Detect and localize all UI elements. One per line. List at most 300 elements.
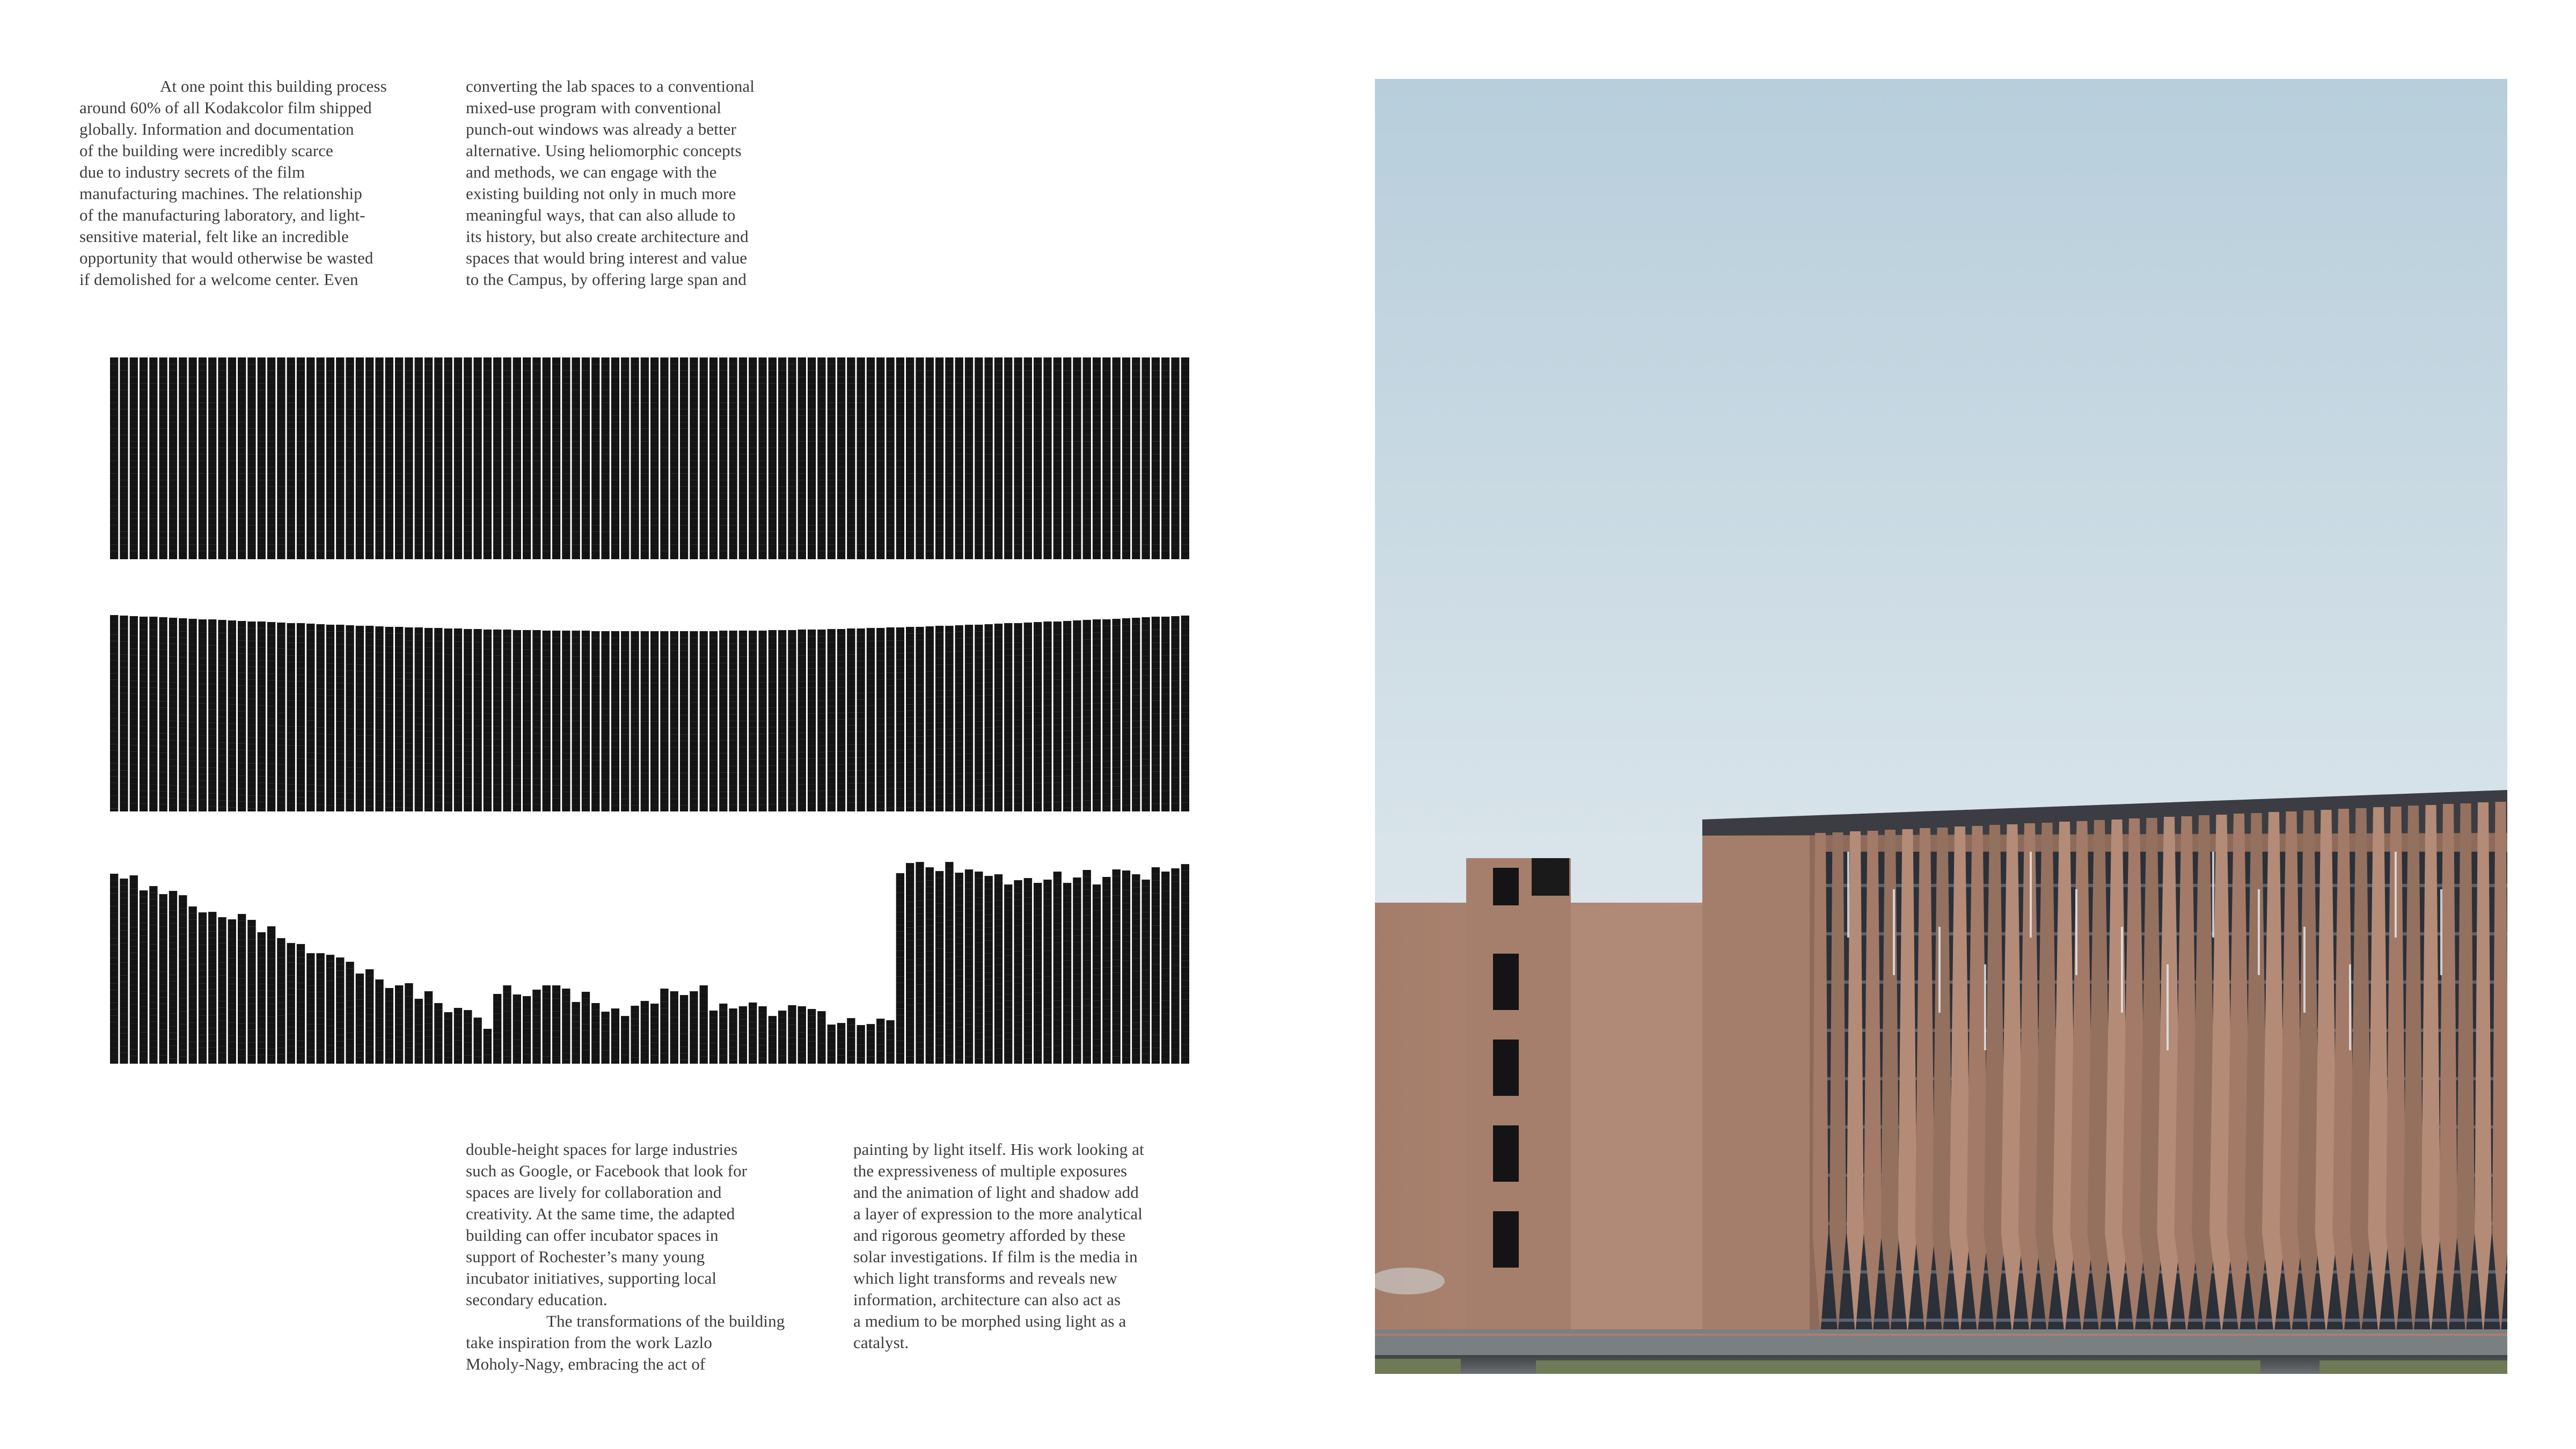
strip-column bbox=[1161, 617, 1169, 811]
strip-column bbox=[385, 357, 393, 559]
strip-column bbox=[739, 631, 747, 811]
strip-column bbox=[1171, 357, 1179, 559]
text-line: spaces that would bring interest and value bbox=[466, 248, 748, 267]
strip-column bbox=[385, 627, 393, 811]
text-line: solar investigations. If film is the media in bbox=[853, 1247, 1138, 1266]
strip-column bbox=[493, 357, 501, 559]
strip-column bbox=[1113, 357, 1121, 559]
strip-column bbox=[395, 627, 403, 811]
text-line: of the building were incredibly scarce bbox=[79, 141, 333, 160]
strip-column bbox=[582, 357, 590, 559]
strip-column bbox=[876, 628, 884, 811]
strip-column bbox=[1083, 870, 1091, 1064]
strip-column bbox=[346, 962, 354, 1064]
strip-column bbox=[277, 357, 285, 559]
strip-column bbox=[1113, 619, 1121, 811]
strip-column bbox=[1122, 870, 1130, 1064]
text-line: The transformations of the building bbox=[546, 1312, 785, 1330]
strip-column bbox=[945, 626, 953, 811]
strip-column bbox=[1073, 877, 1081, 1064]
text-line: incubator initiatives, supporting local bbox=[466, 1269, 717, 1287]
strip-column bbox=[769, 630, 777, 811]
strip-column bbox=[444, 628, 452, 811]
strip-column bbox=[876, 357, 884, 559]
strip-column bbox=[336, 357, 344, 559]
strip-column bbox=[611, 1008, 619, 1064]
strip-column bbox=[837, 1023, 845, 1064]
strip-column bbox=[356, 974, 364, 1064]
strip-column bbox=[1053, 357, 1062, 559]
strip-column bbox=[415, 999, 423, 1064]
strip-column bbox=[749, 631, 757, 811]
strip-column bbox=[425, 357, 433, 559]
strip-column bbox=[1024, 623, 1032, 811]
strip-column bbox=[1152, 357, 1160, 559]
strip-column bbox=[336, 957, 344, 1064]
solar-study-strip-3 bbox=[109, 862, 1190, 1064]
strip-column bbox=[247, 357, 255, 559]
text-line: sensitive material, felt like an incredible bbox=[79, 227, 349, 246]
strip-column bbox=[798, 357, 806, 559]
strip-column bbox=[1102, 357, 1110, 559]
strip-column bbox=[199, 619, 207, 811]
strip-column bbox=[935, 626, 943, 811]
strip-column bbox=[709, 631, 718, 811]
strip-column bbox=[817, 1011, 825, 1064]
strip-column bbox=[326, 955, 334, 1064]
strip-column bbox=[611, 357, 619, 559]
strip-column bbox=[375, 626, 383, 811]
strip-column bbox=[365, 357, 374, 559]
solar-study-strip-2 bbox=[109, 610, 1190, 811]
strip-column bbox=[1141, 880, 1150, 1064]
window bbox=[1493, 868, 1519, 905]
text-line: and the animation of light and shadow add bbox=[853, 1183, 1139, 1202]
strip-column bbox=[1132, 357, 1140, 559]
strip-column bbox=[523, 630, 531, 811]
strip-column bbox=[356, 626, 364, 811]
strip-column bbox=[120, 357, 128, 559]
strip-column bbox=[484, 357, 492, 559]
strip-column bbox=[110, 615, 118, 811]
strip-column bbox=[395, 985, 403, 1064]
strip-column bbox=[415, 357, 423, 559]
strip-column bbox=[896, 873, 904, 1064]
strip-column bbox=[808, 630, 816, 811]
strip-column bbox=[975, 625, 983, 811]
strip-column bbox=[454, 628, 462, 811]
strip-column bbox=[1093, 357, 1101, 559]
strip-column bbox=[631, 631, 639, 811]
strip-column bbox=[543, 985, 551, 1064]
strip-column bbox=[247, 920, 255, 1064]
strip-column bbox=[149, 886, 157, 1064]
strip-column bbox=[926, 867, 934, 1064]
strip-column bbox=[916, 862, 924, 1064]
strip-column bbox=[808, 1009, 816, 1064]
strip-column bbox=[1113, 869, 1121, 1064]
strip-column bbox=[867, 1024, 875, 1064]
strip-column bbox=[434, 628, 442, 811]
strip-column bbox=[650, 1004, 658, 1064]
strip-column bbox=[532, 357, 540, 559]
solar-study-strip-1 bbox=[109, 357, 1190, 559]
strip-column bbox=[130, 357, 138, 559]
text-line: take inspiration from the work Lazlo bbox=[466, 1333, 712, 1352]
text-line: building can offer incubator spaces in bbox=[466, 1226, 719, 1245]
strip-column bbox=[788, 357, 796, 559]
text-line: around 60% of all Kodakcolor film shipped bbox=[79, 98, 372, 117]
strip-column bbox=[1043, 357, 1051, 559]
strip-column bbox=[847, 628, 855, 811]
strip-column bbox=[375, 979, 383, 1064]
strip-column bbox=[297, 357, 305, 559]
strip-column bbox=[1161, 357, 1169, 559]
strip-column bbox=[1063, 883, 1071, 1064]
strip-column bbox=[188, 357, 196, 559]
strip-column bbox=[258, 932, 266, 1064]
text-line: punch-out windows was already a better bbox=[466, 120, 736, 138]
strip-column bbox=[1083, 620, 1091, 811]
strip-column bbox=[444, 357, 452, 559]
strip-column bbox=[847, 357, 855, 559]
strip-column bbox=[857, 1025, 865, 1064]
strip-column bbox=[346, 625, 354, 811]
strip-column bbox=[169, 357, 177, 559]
text-column-2 bbox=[466, 76, 831, 290]
text-line: existing building not only in much more bbox=[466, 184, 736, 203]
strip-column bbox=[945, 357, 953, 559]
strip-column bbox=[188, 906, 196, 1064]
strip-column bbox=[837, 357, 845, 559]
strip-column bbox=[828, 1024, 836, 1064]
strip-column bbox=[1034, 883, 1042, 1064]
strip-column bbox=[513, 994, 521, 1064]
strip-column bbox=[454, 1008, 462, 1064]
text-line: double-height spaces for large industries bbox=[466, 1140, 738, 1159]
strip-column bbox=[405, 627, 413, 811]
strip-column bbox=[808, 357, 816, 559]
strip-column bbox=[700, 357, 708, 559]
text-line: Moholy-Nagy, embracing the act of bbox=[466, 1355, 706, 1373]
strip-column bbox=[994, 624, 1002, 811]
strip-column bbox=[464, 629, 472, 811]
text-line: globally. Information and documentation bbox=[79, 120, 354, 138]
strip-column bbox=[621, 357, 629, 559]
strip-column bbox=[847, 1018, 855, 1064]
strip-column bbox=[1102, 619, 1110, 811]
strip-column bbox=[120, 879, 128, 1064]
strip-column bbox=[975, 872, 983, 1064]
window bbox=[1493, 1211, 1519, 1268]
strip-column bbox=[749, 357, 757, 559]
strip-column bbox=[749, 1002, 757, 1064]
strip-column bbox=[218, 917, 226, 1064]
strip-column bbox=[1122, 357, 1130, 559]
strip-column bbox=[837, 629, 845, 811]
text-line: information, architecture can also act as bbox=[853, 1290, 1121, 1309]
strip-column bbox=[778, 1011, 786, 1064]
strip-column bbox=[532, 630, 540, 811]
text-line: meaningful ways, that can also allude to bbox=[466, 206, 736, 224]
strip-column bbox=[601, 357, 609, 559]
strip-column bbox=[965, 357, 973, 559]
strip-column bbox=[228, 620, 236, 811]
strip-column bbox=[1004, 623, 1012, 811]
strip-column bbox=[179, 357, 187, 559]
strip-column bbox=[375, 357, 383, 559]
strip-column bbox=[346, 357, 354, 559]
strip-column bbox=[287, 357, 295, 559]
strip-column bbox=[739, 1006, 747, 1064]
strip-column bbox=[994, 874, 1002, 1064]
strip-column bbox=[876, 1019, 884, 1064]
text-line: spaces are lively for collaboration and bbox=[466, 1183, 722, 1202]
strip-column bbox=[1132, 874, 1140, 1064]
strip-column bbox=[493, 630, 501, 811]
strip-column bbox=[758, 357, 766, 559]
strip-column bbox=[1024, 878, 1032, 1064]
facade-fin bbox=[1812, 833, 1828, 1335]
strip-column bbox=[552, 985, 560, 1064]
strip-column bbox=[1073, 357, 1081, 559]
strip-column bbox=[199, 357, 207, 559]
strip-column bbox=[680, 631, 688, 811]
strip-column bbox=[179, 618, 187, 811]
strip-column bbox=[985, 876, 993, 1064]
strip-column bbox=[886, 627, 894, 811]
strip-column bbox=[208, 619, 216, 811]
strip-column bbox=[857, 628, 865, 811]
strip-column bbox=[1053, 621, 1062, 811]
strip-column bbox=[503, 357, 511, 559]
strip-column bbox=[985, 357, 993, 559]
strip-column bbox=[1053, 872, 1062, 1064]
strip-column bbox=[130, 616, 138, 811]
strip-column bbox=[159, 357, 167, 559]
strip-column bbox=[169, 891, 177, 1064]
strip-column bbox=[945, 862, 953, 1064]
strip-column bbox=[277, 938, 285, 1064]
strip-column bbox=[778, 357, 786, 559]
strip-column bbox=[326, 357, 334, 559]
text-line: manufacturing machines. The relationship bbox=[79, 184, 362, 203]
text-line: such as Google, or Facebook that look for bbox=[466, 1161, 748, 1180]
strip-column bbox=[287, 623, 295, 811]
strip-column bbox=[601, 1012, 609, 1064]
strip-column bbox=[1014, 880, 1022, 1064]
strip-column bbox=[267, 926, 275, 1064]
strip-column bbox=[935, 871, 943, 1064]
strip-column bbox=[828, 357, 836, 559]
text-line: secondary education. bbox=[466, 1290, 608, 1309]
strip-column bbox=[208, 357, 216, 559]
strip-column bbox=[582, 631, 590, 811]
strip-column bbox=[258, 357, 266, 559]
strip-column bbox=[306, 953, 314, 1064]
strip-column bbox=[287, 943, 295, 1064]
strip-column bbox=[140, 357, 148, 559]
strip-column bbox=[769, 357, 777, 559]
strip-column bbox=[955, 873, 963, 1064]
strip-column bbox=[621, 631, 629, 811]
strip-column bbox=[336, 625, 344, 811]
strip-column bbox=[778, 630, 786, 811]
strip-column bbox=[896, 357, 904, 559]
strip-column bbox=[1171, 868, 1179, 1064]
strip-column bbox=[631, 1006, 639, 1064]
text-column-1 bbox=[79, 76, 444, 290]
text-column-3 bbox=[466, 1139, 831, 1375]
text-line: creativity. At the same time, the adapted bbox=[466, 1204, 735, 1223]
strip-column bbox=[758, 1006, 766, 1064]
strip-column bbox=[896, 627, 904, 811]
strip-column bbox=[228, 919, 236, 1064]
strip-column bbox=[258, 621, 266, 811]
strip-column bbox=[238, 357, 246, 559]
strip-column bbox=[532, 990, 540, 1064]
strip-column bbox=[709, 1011, 718, 1064]
strip-column bbox=[670, 357, 678, 559]
window bbox=[1493, 954, 1519, 1010]
strip-column bbox=[1093, 619, 1101, 811]
strip-column bbox=[306, 624, 314, 811]
strip-column bbox=[356, 357, 364, 559]
window bbox=[1493, 1040, 1519, 1096]
strip-column bbox=[857, 357, 865, 559]
strip-column bbox=[1004, 357, 1012, 559]
strip-column bbox=[297, 623, 305, 811]
strip-column bbox=[1014, 623, 1022, 811]
text-line: its history, but also create architecture and bbox=[466, 227, 749, 246]
strip-column bbox=[434, 1003, 442, 1064]
strip-column bbox=[415, 627, 423, 811]
strip-column bbox=[523, 357, 531, 559]
strip-column bbox=[1063, 357, 1071, 559]
strip-column bbox=[228, 357, 236, 559]
strip-column bbox=[473, 1018, 481, 1064]
strip-column bbox=[385, 988, 393, 1064]
strip-column bbox=[1014, 357, 1022, 559]
strip-column bbox=[1004, 884, 1012, 1064]
strip-column bbox=[700, 985, 708, 1064]
text-line: and rigorous geometry afforded by these bbox=[853, 1226, 1125, 1245]
strip-column bbox=[700, 631, 708, 811]
strip-column bbox=[1141, 617, 1150, 811]
strip-column bbox=[473, 357, 481, 559]
strip-column bbox=[817, 357, 825, 559]
strip-column bbox=[572, 357, 580, 559]
strip-column bbox=[306, 357, 314, 559]
strip-column bbox=[719, 357, 727, 559]
strip-column bbox=[1093, 884, 1101, 1064]
strip-column bbox=[1181, 357, 1189, 559]
strip-column bbox=[788, 1005, 796, 1064]
strip-column bbox=[316, 357, 324, 559]
strip-column bbox=[906, 627, 914, 811]
strip-column bbox=[503, 985, 511, 1064]
text-line: to the Campus, by offering large span and bbox=[466, 270, 747, 289]
strip-column bbox=[886, 357, 894, 559]
strip-column bbox=[975, 357, 983, 559]
strip-column bbox=[591, 1003, 599, 1064]
strip-column bbox=[591, 357, 599, 559]
strip-column bbox=[729, 631, 737, 811]
text-line: of the manufacturing laboratory, and light- bbox=[79, 206, 365, 224]
strip-column bbox=[238, 914, 246, 1064]
strip-column bbox=[709, 357, 718, 559]
strip-column bbox=[867, 628, 875, 811]
strip-column bbox=[621, 1016, 629, 1064]
strip-column bbox=[523, 996, 531, 1064]
strip-column bbox=[719, 1004, 727, 1064]
strip-column bbox=[110, 357, 118, 559]
strip-column bbox=[739, 357, 747, 559]
strip-column bbox=[601, 631, 609, 811]
strip-column bbox=[484, 630, 492, 811]
text-line: a medium to be morphed using light as a bbox=[853, 1312, 1126, 1330]
strip-column bbox=[140, 890, 148, 1064]
strip-column bbox=[955, 625, 963, 811]
strip-column bbox=[955, 357, 963, 559]
strip-column bbox=[572, 631, 580, 811]
text-line: mixed-use program with conventional bbox=[466, 98, 722, 117]
strip-column bbox=[1063, 621, 1071, 811]
grass bbox=[1375, 1359, 1461, 1374]
strip-column bbox=[405, 983, 413, 1064]
strip-column bbox=[582, 992, 590, 1064]
strip-column bbox=[1141, 357, 1150, 559]
strip-column bbox=[680, 357, 688, 559]
strip-column bbox=[218, 357, 226, 559]
strip-column bbox=[552, 357, 560, 559]
strip-column bbox=[1083, 357, 1091, 559]
strip-column bbox=[680, 995, 688, 1064]
strip-column bbox=[641, 1001, 649, 1064]
strip-column bbox=[926, 626, 934, 811]
strip-column bbox=[120, 616, 128, 811]
strip-column bbox=[130, 875, 138, 1064]
strip-column bbox=[729, 1008, 737, 1064]
strip-column bbox=[798, 1006, 806, 1064]
strip-column bbox=[650, 357, 658, 559]
strip-column bbox=[277, 623, 285, 811]
strip-column bbox=[208, 912, 216, 1064]
strip-column bbox=[1161, 872, 1169, 1064]
strip-column bbox=[1043, 880, 1051, 1064]
strip-column bbox=[650, 631, 658, 811]
strip-column bbox=[454, 357, 462, 559]
strip-column bbox=[425, 628, 433, 811]
strip-column bbox=[1034, 622, 1042, 811]
strip-column bbox=[1073, 620, 1081, 811]
strip-column bbox=[1152, 867, 1160, 1064]
strip-column bbox=[140, 617, 148, 811]
strip-column bbox=[434, 357, 442, 559]
strip-column bbox=[199, 912, 207, 1064]
strip-column bbox=[562, 631, 570, 811]
strip-column bbox=[611, 631, 619, 811]
strip-column bbox=[1171, 616, 1179, 811]
strip-column bbox=[729, 357, 737, 559]
strip-column bbox=[1181, 864, 1189, 1064]
strip-column bbox=[690, 357, 698, 559]
strip-column bbox=[562, 357, 570, 559]
strip-column bbox=[660, 357, 668, 559]
strip-column bbox=[985, 624, 993, 811]
strip-column bbox=[169, 618, 177, 811]
strip-column bbox=[1122, 618, 1130, 811]
